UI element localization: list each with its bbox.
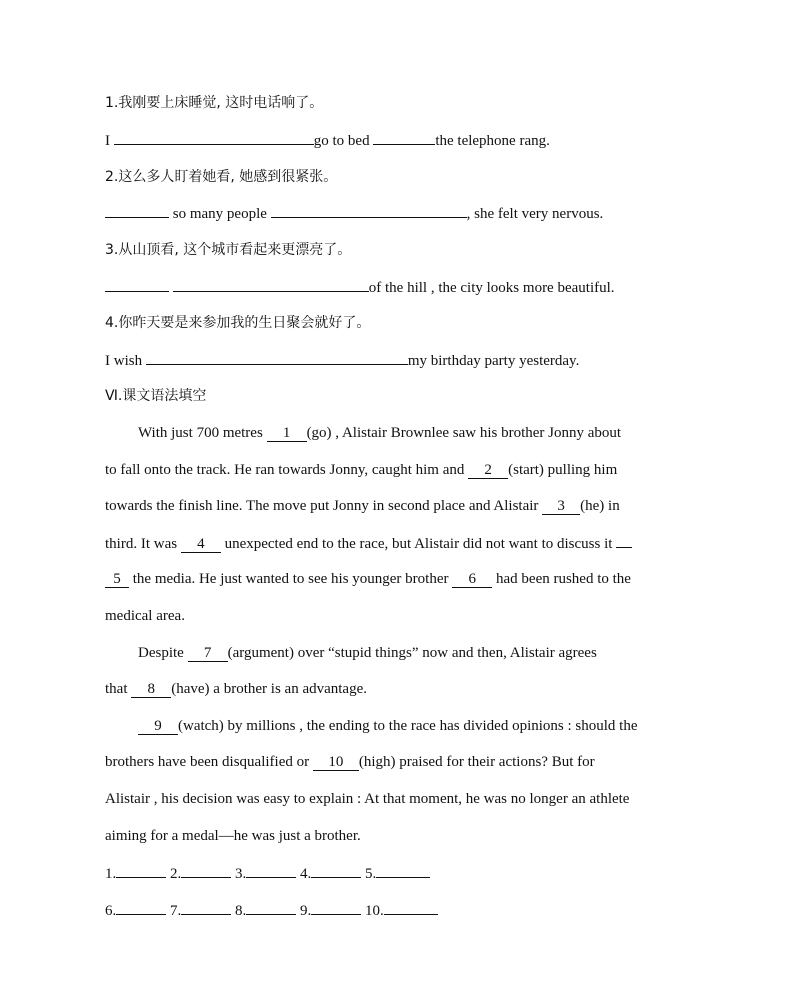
passage-text: towards the finish line. The move put Jonny in second place and Alistair: [105, 498, 543, 514]
q4-start: I wish: [105, 353, 143, 369]
answer-blank-5[interactable]: [376, 863, 430, 878]
passage-text: brothers have been disqualified or: [105, 754, 313, 770]
blank-5-start[interactable]: [616, 533, 632, 548]
answer-blank-7[interactable]: [181, 900, 231, 915]
answer-label: 10.: [365, 903, 384, 919]
question-2-english: [105, 203, 603, 224]
passage-text: third. It was: [105, 536, 181, 552]
passage-line-5: [105, 569, 631, 589]
passage-line-3: [105, 496, 620, 516]
q1-end: the telephone rang.: [435, 133, 550, 149]
q1-start: I: [105, 133, 110, 149]
q4-end: my birthday party yesterday.: [407, 353, 580, 369]
blank-8[interactable]: 8: [131, 681, 171, 698]
q3-blank-1[interactable]: [105, 277, 169, 292]
blank-9[interactable]: 9: [138, 718, 178, 735]
passage-text: had been rushed to the: [492, 571, 631, 587]
passage-line-12: aiming for a medal—he was just a brother.: [105, 828, 361, 844]
answer-label: 5.: [365, 866, 377, 882]
blank-5[interactable]: 5: [105, 571, 129, 588]
blank-10[interactable]: 10: [313, 754, 359, 771]
passage-text: unexpected end to the race, but Alistair did not want to discuss it: [220, 536, 617, 552]
passage-text: (start) pulling him: [508, 462, 618, 478]
blank-7[interactable]: 7: [188, 645, 228, 662]
answer-label: 3.: [235, 866, 247, 882]
answer-blank-2[interactable]: [181, 863, 231, 878]
passage-text: the media. He just wanted to see his younger brother: [129, 571, 453, 587]
passage-line-6: medical area.: [105, 608, 185, 624]
q1-blank-2[interactable]: [373, 130, 435, 145]
passage-text: (argument) over “stupid things” now and then, Alistair agrees: [227, 645, 597, 661]
question-3-chinese: 3.从山顶看, 这个城市看起来更漂亮了。: [105, 242, 352, 258]
passage-text: (high) praised for their actions? But for: [358, 754, 595, 770]
passage-line-9: [138, 716, 638, 736]
passage-line-8: [105, 679, 367, 699]
passage-line-4: [105, 533, 632, 554]
blank-4[interactable]: 4: [181, 536, 221, 553]
passage-line-10: [105, 752, 595, 772]
answer-blank-4[interactable]: [311, 863, 361, 878]
q1-blank-1[interactable]: [114, 130, 314, 145]
blank-1[interactable]: 1: [267, 425, 307, 442]
q3-end: of the hill , the city looks more beautiful.: [368, 280, 615, 296]
passage-line-2: [105, 460, 617, 480]
passage-text: (go) , Alistair Brownlee saw his brother Jonny about: [306, 425, 622, 441]
answer-label: 6.: [105, 903, 117, 919]
passage-text: to fall onto the track. He ran towards Jonny, caught him and: [105, 462, 469, 478]
answer-blank-10[interactable]: [384, 900, 438, 915]
question-4-chinese: 4.你昨天要是来参加我的生日聚会就好了。: [105, 315, 371, 331]
question-3-english: [105, 277, 615, 298]
answer-blank-1[interactable]: [116, 863, 166, 878]
answer-blank-9[interactable]: [311, 900, 361, 915]
q3-blank-2[interactable]: [173, 277, 369, 292]
passage-text: With just 700 metres: [138, 425, 267, 441]
passage-line-11: Alistair , his decision was easy to explain : At that moment, he was no longer an athlete: [105, 791, 630, 807]
passage-text: Despite: [138, 645, 188, 661]
passage-text: that: [105, 681, 132, 697]
passage-text: (he) in: [580, 498, 620, 514]
blank-3[interactable]: 3: [542, 498, 580, 515]
answer-blank-6[interactable]: [116, 900, 166, 915]
question-4-english: [105, 350, 579, 371]
q2-mid: so many people: [172, 206, 267, 222]
answer-blank-3[interactable]: [246, 863, 296, 878]
answer-label: 4.: [300, 866, 312, 882]
answer-blank-8[interactable]: [246, 900, 296, 915]
answer-label: 9.: [300, 903, 312, 919]
passage-line-1: [138, 423, 621, 443]
answer-label: 8.: [235, 903, 247, 919]
answer-row-1: [105, 863, 430, 884]
question-2-chinese: 2.这么多人盯着她看, 她感到很紧张。: [105, 169, 338, 185]
q4-blank[interactable]: [146, 350, 408, 365]
answer-row-2: [105, 900, 438, 921]
passage-text: (watch) by millions , the ending to the race has divided opinions : should the: [178, 718, 638, 734]
q2-blank-1[interactable]: [105, 203, 169, 218]
question-1-english: [105, 130, 550, 151]
question-1-chinese: 1.我刚要上床睡觉, 这时电话响了。: [105, 95, 324, 111]
q2-end: , she felt very nervous.: [466, 206, 604, 222]
q1-mid: go to bed: [313, 133, 370, 149]
answer-label: 7.: [170, 903, 182, 919]
passage-text: (have) a brother is an advantage.: [171, 681, 367, 697]
passage-line-7: [138, 643, 597, 663]
answer-label: 1.: [105, 866, 117, 882]
blank-6[interactable]: 6: [452, 571, 492, 588]
section-heading: Ⅵ.课文语法填空: [105, 388, 207, 404]
blank-2[interactable]: 2: [468, 462, 508, 479]
q2-blank-2[interactable]: [271, 203, 467, 218]
answer-label: 2.: [170, 866, 182, 882]
